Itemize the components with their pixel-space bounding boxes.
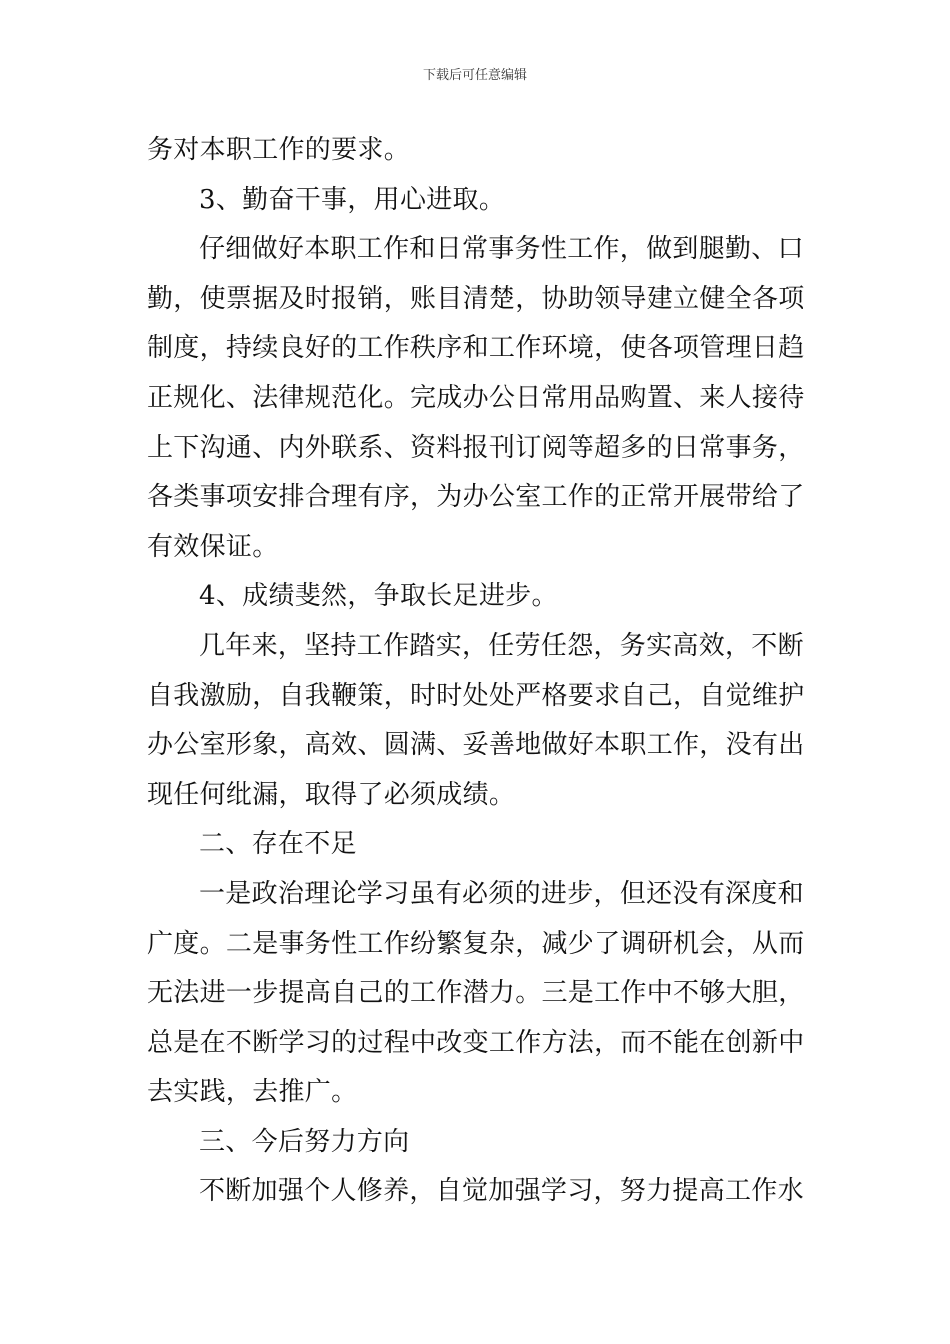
text-line: 去实践，去推广。 [147,1077,358,1108]
text-line: 制度，持续良好的工作秩序和工作环境，使各项管理日趋 [147,333,805,364]
text-line: 几年来，坚持工作踏实，任劳任怨，务实高效，不断 [199,630,804,661]
text-line: 3、勤奋干事，用心进取。 [199,184,506,215]
text-line: 无法进一步提高自己的工作潜力。三是工作中不够大胆， [147,978,805,1009]
text-line: 各类事项安排合理有序，为办公室工作的正常开展带给了 [147,482,805,513]
text-line: 自我激励，自我鞭策，时时处处严格要求自己，自觉维护 [147,680,805,711]
text-line: 二、存在不足 [199,829,357,860]
text-line: 广度。二是事务性工作纷繁复杂，减少了调研机会，从而 [147,928,805,959]
text-line: 有效保证。 [147,531,279,562]
text-line: 务对本职工作的要求。 [147,135,411,165]
text-line: 三、今后努力方向 [199,1126,410,1157]
text-line: 现任何纰漏，取得了必须成绩。 [147,779,516,810]
text-line: 4、成绩斐然，争取长足进步。 [199,581,558,612]
page-header: 下载后可任意编辑 [422,68,527,83]
text-line: 正规化、法律规范化。完成办公日常用品购置、来人接待 [147,382,805,413]
document-body [147,126,809,1217]
text-line: 不断加强个人修养，自觉加强学习，努力提高工作水 [199,1176,804,1207]
text-line: 总是在不断学习的过程中改变工作方法，而不能在创新中 [147,1027,805,1058]
text-line: 上下沟通、内外联系、资料报刊订阅等超多的日常事务， [147,432,805,463]
text-line: 仔细做好本职工作和日常事务性工作，做到腿勤、口 [199,234,804,265]
text-line: 勤，使票据及时报销，账目清楚，协助领导建立健全各项 [147,283,805,314]
text-line: 一是政治理论学习虽有必须的进步，但还没有深度和 [199,878,804,909]
text-line: 办公室形象，高效、圆满、妥善地做好本职工作，没有出 [147,730,805,761]
